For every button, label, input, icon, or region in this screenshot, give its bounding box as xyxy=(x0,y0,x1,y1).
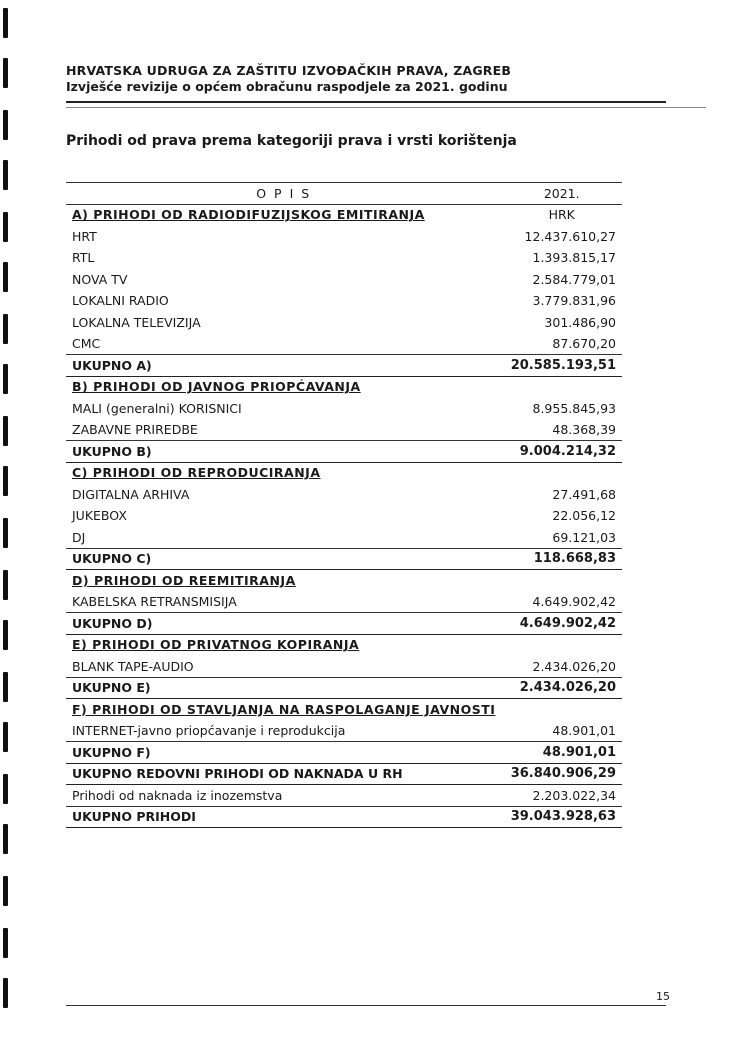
table-row xyxy=(66,656,622,678)
row-value: 48.901,01 xyxy=(501,720,622,742)
binding-mark xyxy=(3,620,8,650)
category-row-d xyxy=(66,570,622,592)
category-row-e xyxy=(66,634,622,656)
category-row-f xyxy=(66,699,622,721)
category-title: B) PRIHODI OD JAVNOG PRIOPĆAVANJA xyxy=(72,379,361,395)
row-label: KABELSKA RETRANSMISIJA xyxy=(66,591,501,613)
subtotal-value: 20.585.193,51 xyxy=(501,355,622,377)
subtotal-label: UKUPNO E) xyxy=(66,677,501,699)
total-regular-label: UKUPNO REDOVNI PRIHODI OD NAKNADA U RH xyxy=(66,763,501,785)
table-header-row xyxy=(66,183,622,205)
row-label: LOKALNI RADIO xyxy=(72,293,169,309)
subtotal-label: UKUPNO D) xyxy=(66,613,501,635)
subtotal-row-e xyxy=(66,677,622,699)
table-row xyxy=(66,226,622,248)
category-row-a xyxy=(66,204,622,226)
subtotal-row-f xyxy=(66,742,622,764)
subtotal-value: 4.649.902,42 xyxy=(501,613,622,635)
subtotal-row-a xyxy=(66,355,622,377)
table-row xyxy=(66,527,622,549)
row-label: JUKEBOX xyxy=(72,508,127,524)
category-row-c xyxy=(66,462,622,484)
row-value: 1.393.815,17 xyxy=(532,250,616,266)
row-label: NOVA TV xyxy=(72,271,128,287)
section-title: Prihodi od prava prema kategoriji prava i vrsti korištenja xyxy=(66,133,517,149)
binding-mark xyxy=(3,466,8,496)
grand-total-label: UKUPNO PRIHODI xyxy=(66,806,501,828)
document-header xyxy=(66,63,666,95)
revenue-table xyxy=(66,182,622,828)
row-value: 2.434.026,20 xyxy=(501,656,622,678)
binding-mark xyxy=(3,8,8,38)
total-regular-row xyxy=(66,763,622,785)
table-row xyxy=(66,505,622,527)
row-label: HRT xyxy=(72,228,97,244)
row-value: 12.437.610,27 xyxy=(524,228,616,244)
subtotal-label: UKUPNO F) xyxy=(66,742,501,764)
binding-mark xyxy=(3,876,8,906)
table-row xyxy=(66,290,622,312)
table-row xyxy=(66,269,622,291)
foreign-income-value: 2.203.022,34 xyxy=(501,785,622,807)
row-value: 27.491,68 xyxy=(552,486,616,502)
subtotal-value: 9.004.214,32 xyxy=(501,441,622,463)
column-header-description: O P I S xyxy=(66,183,501,205)
category-title: F) PRIHODI OD STAVLJANJA NA RASPOLAGANJE JAVNOSTI xyxy=(72,701,496,717)
table-row xyxy=(66,419,622,441)
row-value: 87.670,20 xyxy=(501,333,622,355)
binding-mark xyxy=(3,672,8,702)
category-row-b xyxy=(66,376,622,398)
binding-mark xyxy=(3,160,8,190)
row-value: 48.368,39 xyxy=(501,419,622,441)
table-row xyxy=(66,720,622,742)
row-label: RTL xyxy=(72,250,95,266)
row-value: 69.121,03 xyxy=(501,527,622,549)
row-value: 3.779.831,96 xyxy=(532,293,616,309)
row-label: CMC xyxy=(66,333,501,355)
binding-mark xyxy=(3,928,8,958)
row-label: INTERNET-javno priopćavanje i reprodukcija xyxy=(66,720,501,742)
currency-label: HRK xyxy=(548,207,575,223)
row-value: 4.649.902,42 xyxy=(501,591,622,613)
report-title: Izvješće revizije o općem obračunu raspodjele za 2021. godinu xyxy=(66,79,508,94)
row-value: 22.056,12 xyxy=(552,508,616,524)
table-row xyxy=(66,312,622,334)
table-row xyxy=(66,398,622,420)
footer-divider xyxy=(66,1005,666,1006)
total-regular-value: 36.840.906,29 xyxy=(501,763,622,785)
row-label: DIGITALNA ARHIVA xyxy=(72,486,190,502)
foreign-income-label: Prihodi od naknada iz inozemstva xyxy=(66,785,501,807)
binding-mark xyxy=(3,262,8,292)
binding-mark xyxy=(3,518,8,548)
table-row xyxy=(66,484,622,506)
grand-total-value: 39.043.928,63 xyxy=(501,806,622,828)
subtotal-value: 118.668,83 xyxy=(501,548,622,570)
row-value: 8.955.845,93 xyxy=(532,400,616,416)
subtotal-value: 2.434.026,20 xyxy=(501,677,622,699)
subtotal-label: UKUPNO A) xyxy=(66,355,501,377)
category-title: A) PRIHODI OD RADIODIFUZIJSKOG EMITIRANJA xyxy=(72,207,425,223)
subtotal-row-c xyxy=(66,548,622,570)
binding-mark xyxy=(3,314,8,344)
column-header-year: 2021. xyxy=(501,183,622,205)
binding-mark xyxy=(3,212,8,242)
row-label: MALI (generalni) KORISNICI xyxy=(72,400,242,416)
table-row xyxy=(66,591,622,613)
binding-mark xyxy=(3,364,8,394)
binding-mark xyxy=(3,824,8,854)
subtotal-value: 48.901,01 xyxy=(501,742,622,764)
binding-mark xyxy=(3,570,8,600)
subtotal-row-b xyxy=(66,441,622,463)
row-value: 301.486,90 xyxy=(544,314,616,330)
header-divider xyxy=(66,101,666,103)
binding-mark xyxy=(3,110,8,140)
table-row xyxy=(66,247,622,269)
binding-mark xyxy=(3,722,8,752)
row-label: ZABAVNE PRIREDBE xyxy=(66,419,501,441)
row-label: DJ xyxy=(66,527,501,549)
organization-name: HRVATSKA UDRUGA ZA ZAŠTITU IZVOĐAČKIH PRAVA, ZAGREB xyxy=(66,63,512,78)
row-label: LOKALNA TELEVIZIJA xyxy=(72,314,201,330)
category-title: D) PRIHODI OD REEMITIRANJA xyxy=(72,572,296,588)
table-row xyxy=(66,333,622,355)
subtotal-label: UKUPNO C) xyxy=(66,548,501,570)
grand-total-row xyxy=(66,806,622,828)
binding-mark xyxy=(3,774,8,804)
row-value: 2.584.779,01 xyxy=(532,271,616,287)
row-label: BLANK TAPE-AUDIO xyxy=(66,656,501,678)
binding-mark xyxy=(3,58,8,88)
header-divider-thin xyxy=(66,107,706,108)
category-title: E) PRIHODI OD PRIVATNOG KOPIRANJA xyxy=(72,637,360,653)
subtotal-label: UKUPNO B) xyxy=(66,441,501,463)
page-number: 15 xyxy=(656,990,670,1003)
binding-mark xyxy=(3,978,8,1008)
category-title: C) PRIHODI OD REPRODUCIRANJA xyxy=(72,465,321,481)
binding-mark xyxy=(3,416,8,446)
subtotal-row-d xyxy=(66,613,622,635)
foreign-income-row xyxy=(66,785,622,807)
